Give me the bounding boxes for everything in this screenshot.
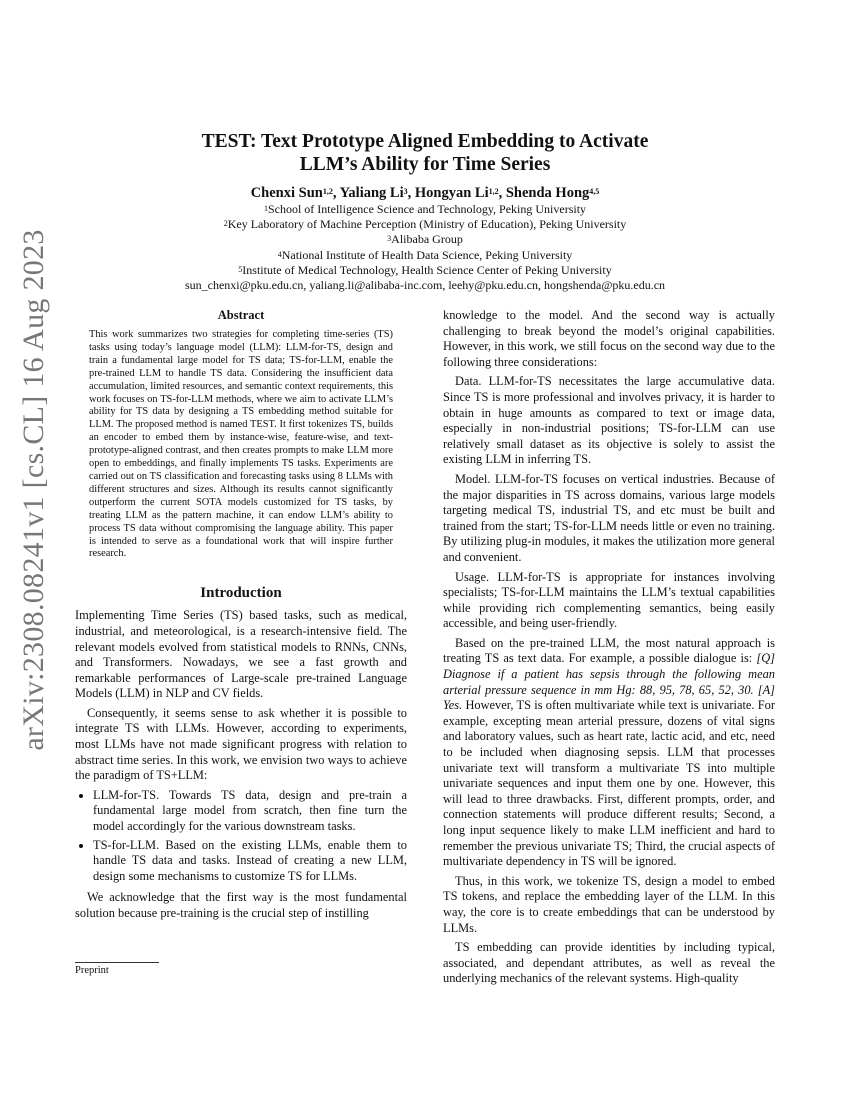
right-column <box>443 308 775 991</box>
affiliation: $^4$National Institute of Health Data Science, Peking University <box>277 247 573 262</box>
intro-paragraph: Implementing Time Series (TS) based tasks, such as medical, industrial, and meteorological, is a research-intensive field. The relevant models evolved from statistical models to RNNs, CNNs, and Transformers. Nowadays, we see a fast growth and remarkable performances of Large-scale pre-trained Language Models (LLM) in NLP and CV fields. <box>75 608 407 701</box>
author-list <box>75 184 775 202</box>
footnote-rule <box>75 962 159 963</box>
paper-header <box>75 130 775 293</box>
body-paragraph: Model. LLM-for-TS focuses on vertical industries. Because of the major disparities in TS across domains, various large models targeting medical TS, industrial TS, and etc must be built and trained from the start; TS-for-LLM needs little or even no training. By utilizing plug-in modules, it makes the utilization more general and convenient. <box>443 471 775 564</box>
dialogue-example: [Q] Diagnose if a patient has sepsis through the following mean arterial pressure sequence in mm Hg: 88, 95, 78, 65, 52, 30. [A] Yes. <box>443 651 775 713</box>
body-paragraph: Usage. LLM-for-TS is appropriate for instances involving specialists; TS-for-LLM maintains the LLM’s textual capabilities while providing rich complementing semantics, being easily accessible, and being user-friendly. <box>443 569 775 631</box>
author: Hongyan Li$^{1,2}$, <box>414 185 506 201</box>
body-paragraph: Data. LLM-for-TS necessitates the large accumulative data. Since TS is more professional and involves privacy, it is harder to obtain in huge amounts as compared to text or image data, especially in non-industrial positions; TS-for-LLM can use relatively small dataset as its objective is solely to assist the existing LLM in inferring TS. <box>443 374 775 467</box>
affiliation: $^1$School of Intelligence Science and Technology, Peking University <box>263 202 587 216</box>
list-item: • LLM-for-TS. Towards TS data, design and pre-train a fundamental large model from scratch, then fine turn the model accordingly for the various downstream tasks. <box>93 788 407 835</box>
affiliation: $^3$Alibaba Group <box>387 232 463 247</box>
affiliation: $^5$Institute of Medical Technology, Health Science Center of Peking University <box>238 262 612 277</box>
title-line-2: LLM’s Ability for Time Series <box>299 154 551 175</box>
affiliation: $^2$Key Laboratory of Machine Perception (Ministry of Education), Peking University <box>223 217 627 232</box>
author-emails: sun_chenxi@pku.edu.cn, yaliang.li@alibaba-inc.com, leehy@pku.edu.cn, hongshenda@pku.edu.cn <box>184 278 666 293</box>
title-line-1: TEST: Text Prototype Aligned Embedding to Activate <box>201 131 649 152</box>
intro-paragraph: Consequently, it seems sense to ask whether it is possible to integrate TS with LLMs. However, according to experiments, most LLMs have not made significant progress with relation to abstract time series. In this work, we envision two ways to achieve the paradigm of TS+LLM: <box>75 705 407 783</box>
abstract-text: This work summarizes two strategies for completing time-series (TS) tasks using today’s language model (LLM): LLM-for-TS, design and train a fundamental large model for TS data; TS-for-LLM, enable the pre-trained LLM to handle TS data. Considering the insufficient data accumulation, limited resources, and semantic context requirements, this work focuses on TS-for-LLM methods, where we aim to activate LLM’s ability for TS data by designing a TS embedding method suitable for LLM. The proposed method is named TEST. It first tokenizes TS, builds an encoder to embed them by instance-wise, feature-wise, and text-prototype-aligned contrast, and then creates prompts to make LLM more open to embeddings, and finally implements TS tasks. Experiments are carried out on TS classification and forecasting tasks using 8 LLMs with different structures and sizes. Although its results cannot significantly outperform the current SOTA models customized for TS tasks, by treating LLM as the pattern machine, it can endow LLM’s ability to process TS data without compromising the language ability. This paper is intended to serve as a foundational work that will inspire further research. <box>89 329 393 560</box>
author: Shenda Hong$^{4,5}$ <box>505 185 600 201</box>
author: Chenxi Sun$^{1,2}$, <box>250 185 340 201</box>
left-column <box>75 308 407 926</box>
intro-paragraph: We acknowledge that the first way is the most fundamental solution because pre-training is the crucial step of instilling <box>75 890 407 920</box>
body-paragraph: Based on the pre-trained LLM, the most natural approach is treating TS as text data. For example, a possible dialogue is: [Q] Diagnose if a patient has sepsis through the following mean arterial pressure sequence in mm Hg: 88, 95, 78, 65, 52, 30. [A] Yes. However, TS is often multivariate while text is univariate. For example, excepting mean arterial pressure, dozens of vital signs and laboratory values, such as heart rate, lactic acid, and etc, need to be included when diagnosing sepsis. LLM that processes univariate text will transform a multivariate TS into multiple univariate sequences and input them one by one. However, this will lead to three drawbacks. First, different prompts, order, and connection statements will produce different results; Second, a long input sequence likely to make LLM inefficient and hard to remember the previous univariate TS; Third, the crucial aspects of multivariate dependency in TS will be ignored. <box>443 635 775 869</box>
introduction-heading: Introduction <box>200 585 282 602</box>
arxiv-id: arXiv:2308.08241v1 [cs.CL] 16 Aug 2023 <box>17 229 50 751</box>
paradigm-list <box>75 788 407 885</box>
body-paragraph: Thus, in this work, we tokenize TS, design a model to embed TS tokens, and replace the embedding layer of the LLM. In this way, the core is to create embeddings that can be understood by LLMs. <box>443 873 775 935</box>
author: Yaliang Li$^3$, <box>339 185 415 201</box>
footnote: Preprint <box>75 965 109 976</box>
arxiv-sidebar <box>14 229 54 751</box>
paper-title <box>75 130 775 176</box>
body-paragraph: TS embedding can provide identities by including typical, associated, and dependant attributes, as well as reveal the underlying mechanics of the relevant systems. High-quality <box>443 940 775 986</box>
list-item: • TS-for-LLM. Based on the existing LLMs, enable them to handle TS data and tasks. Instead of creating a new LLM, design some mechanisms to customize TS for LLMs. <box>93 838 407 885</box>
body-paragraph: knowledge to the model. And the second way is actually challenging to break beyond the model’s original capabilities. However, in this work, we still focus on the second way due to the following three considerations: <box>443 308 775 369</box>
abstract-heading: Abstract <box>217 308 265 322</box>
affiliations <box>75 202 775 293</box>
